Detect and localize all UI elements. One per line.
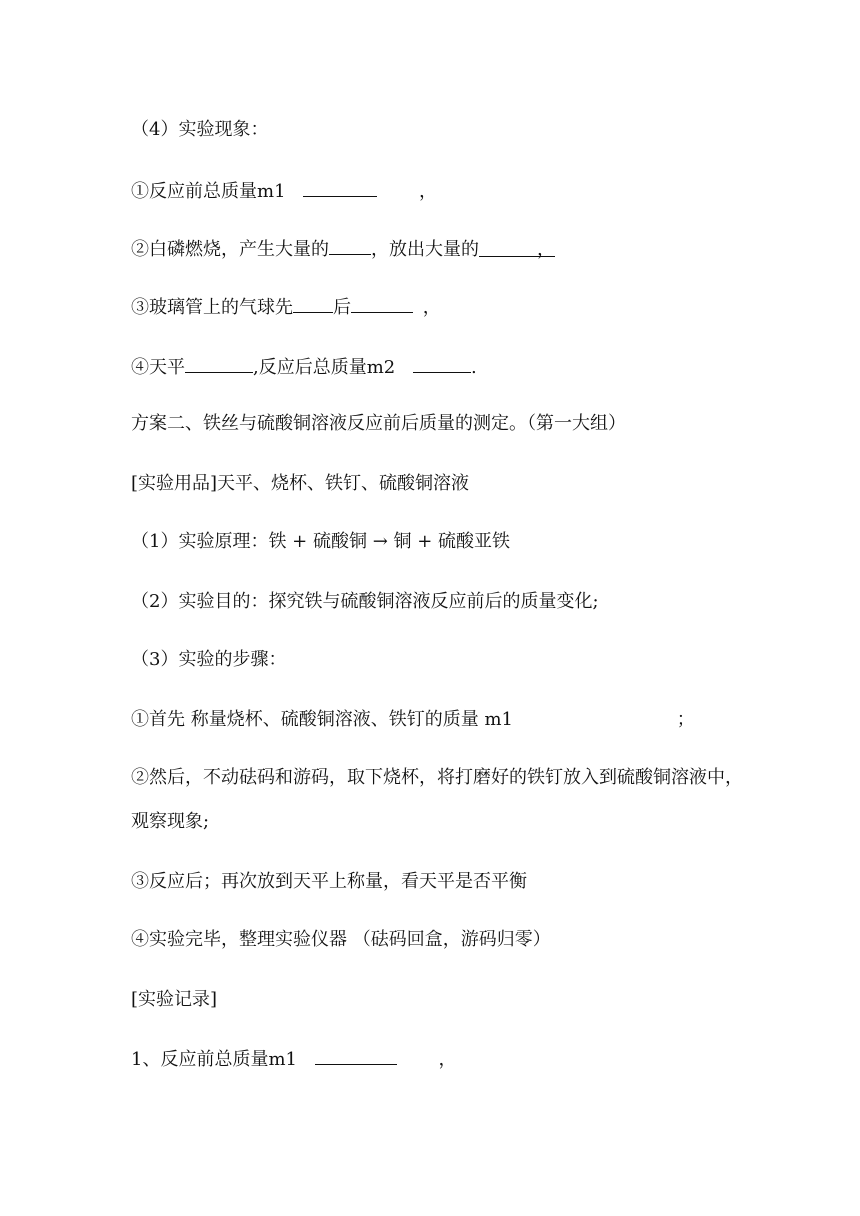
purpose bbox=[131, 588, 599, 616]
record-1 bbox=[131, 1044, 456, 1072]
materials-text: [实验用品]天平、烧杯、铁钉、硫酸铜溶液 bbox=[131, 473, 470, 494]
blank-balloon-then[interactable] bbox=[351, 292, 413, 313]
phenomenon-4-text-b: ,反应后总质量m2 bbox=[253, 357, 396, 378]
phenomenon-3 bbox=[131, 292, 441, 320]
blank-smoke[interactable] bbox=[329, 234, 371, 255]
step-2-continued-text: 观察现象; bbox=[131, 811, 210, 832]
principle-text: （1）实验原理：铁 + 硫酸铜 → 铜 + 硫酸亚铁 bbox=[131, 531, 511, 552]
record-heading-text: [实验记录] bbox=[131, 989, 218, 1010]
phenomenon-4 bbox=[131, 352, 477, 380]
plan-2-title-text: 方案二、铁丝与硫酸铜溶液反应前后质量的测定。（第一大组） bbox=[131, 413, 626, 434]
step-2 bbox=[131, 764, 743, 792]
blank-record-m1[interactable] bbox=[315, 1044, 397, 1065]
purpose-text: （2）实验目的：探究铁与硫酸铜溶液反应前后的质量变化; bbox=[131, 591, 599, 612]
step-1-end: ； bbox=[676, 709, 695, 730]
step-3 bbox=[131, 868, 527, 896]
item-4-heading-text: （4）实验现象： bbox=[131, 119, 269, 140]
item-4-heading bbox=[131, 116, 268, 144]
phenomenon-3-end: ， bbox=[422, 297, 441, 318]
phenomenon-3-text-b: 后 bbox=[333, 297, 351, 318]
phenomenon-2 bbox=[131, 234, 555, 262]
step-1 bbox=[131, 706, 695, 734]
phenomenon-1-end: ， bbox=[419, 181, 437, 202]
phenomenon-3-text-a: ③玻璃管上的气球先 bbox=[131, 297, 293, 318]
blank-balance[interactable] bbox=[185, 352, 253, 373]
blank-balloon-first[interactable] bbox=[293, 292, 333, 313]
steps-heading-text: （3）实验的步骤： bbox=[131, 649, 287, 670]
principle bbox=[131, 528, 510, 556]
steps-heading bbox=[131, 646, 286, 674]
step-4 bbox=[131, 926, 551, 954]
phenomenon-4-end: . bbox=[470, 357, 477, 378]
step-1-text: ①首先 称量烧杯、硫酸铜溶液、铁钉的质量 m1 bbox=[131, 709, 513, 730]
blank-heat[interactable] bbox=[479, 236, 555, 260]
step-4-text: ④实验完毕，整理实验仪器 （砝码回盒，游码归零） bbox=[131, 929, 551, 950]
phenomenon-2-text-a: ②白磷燃烧，产生大量的 bbox=[131, 239, 329, 260]
step-2-text: ②然后，不动砝码和游码，取下烧杯，将打磨好的铁钉放入到硫酸铜溶液中， bbox=[131, 767, 743, 788]
phenomenon-1-text: ①反应前总质量m1 bbox=[131, 181, 286, 202]
record-1-end: ， bbox=[438, 1049, 457, 1070]
blank-m2[interactable] bbox=[413, 352, 471, 373]
phenomenon-1 bbox=[131, 176, 437, 204]
materials bbox=[131, 470, 469, 498]
phenomenon-2-text-b: ，放出大量的 bbox=[371, 239, 479, 260]
record-1-text: 1、反应前总质量m1 bbox=[131, 1049, 297, 1070]
step-2-continued bbox=[131, 808, 209, 836]
record-heading bbox=[131, 986, 217, 1014]
step-3-text: ③反应后；再次放到天平上称量，看天平是否平衡 bbox=[131, 871, 527, 892]
blank-m1[interactable] bbox=[303, 176, 377, 197]
phenomenon-2-end: ， bbox=[537, 239, 555, 260]
phenomenon-4-text-a: ④天平 bbox=[131, 357, 185, 378]
plan-2-title bbox=[131, 410, 626, 438]
